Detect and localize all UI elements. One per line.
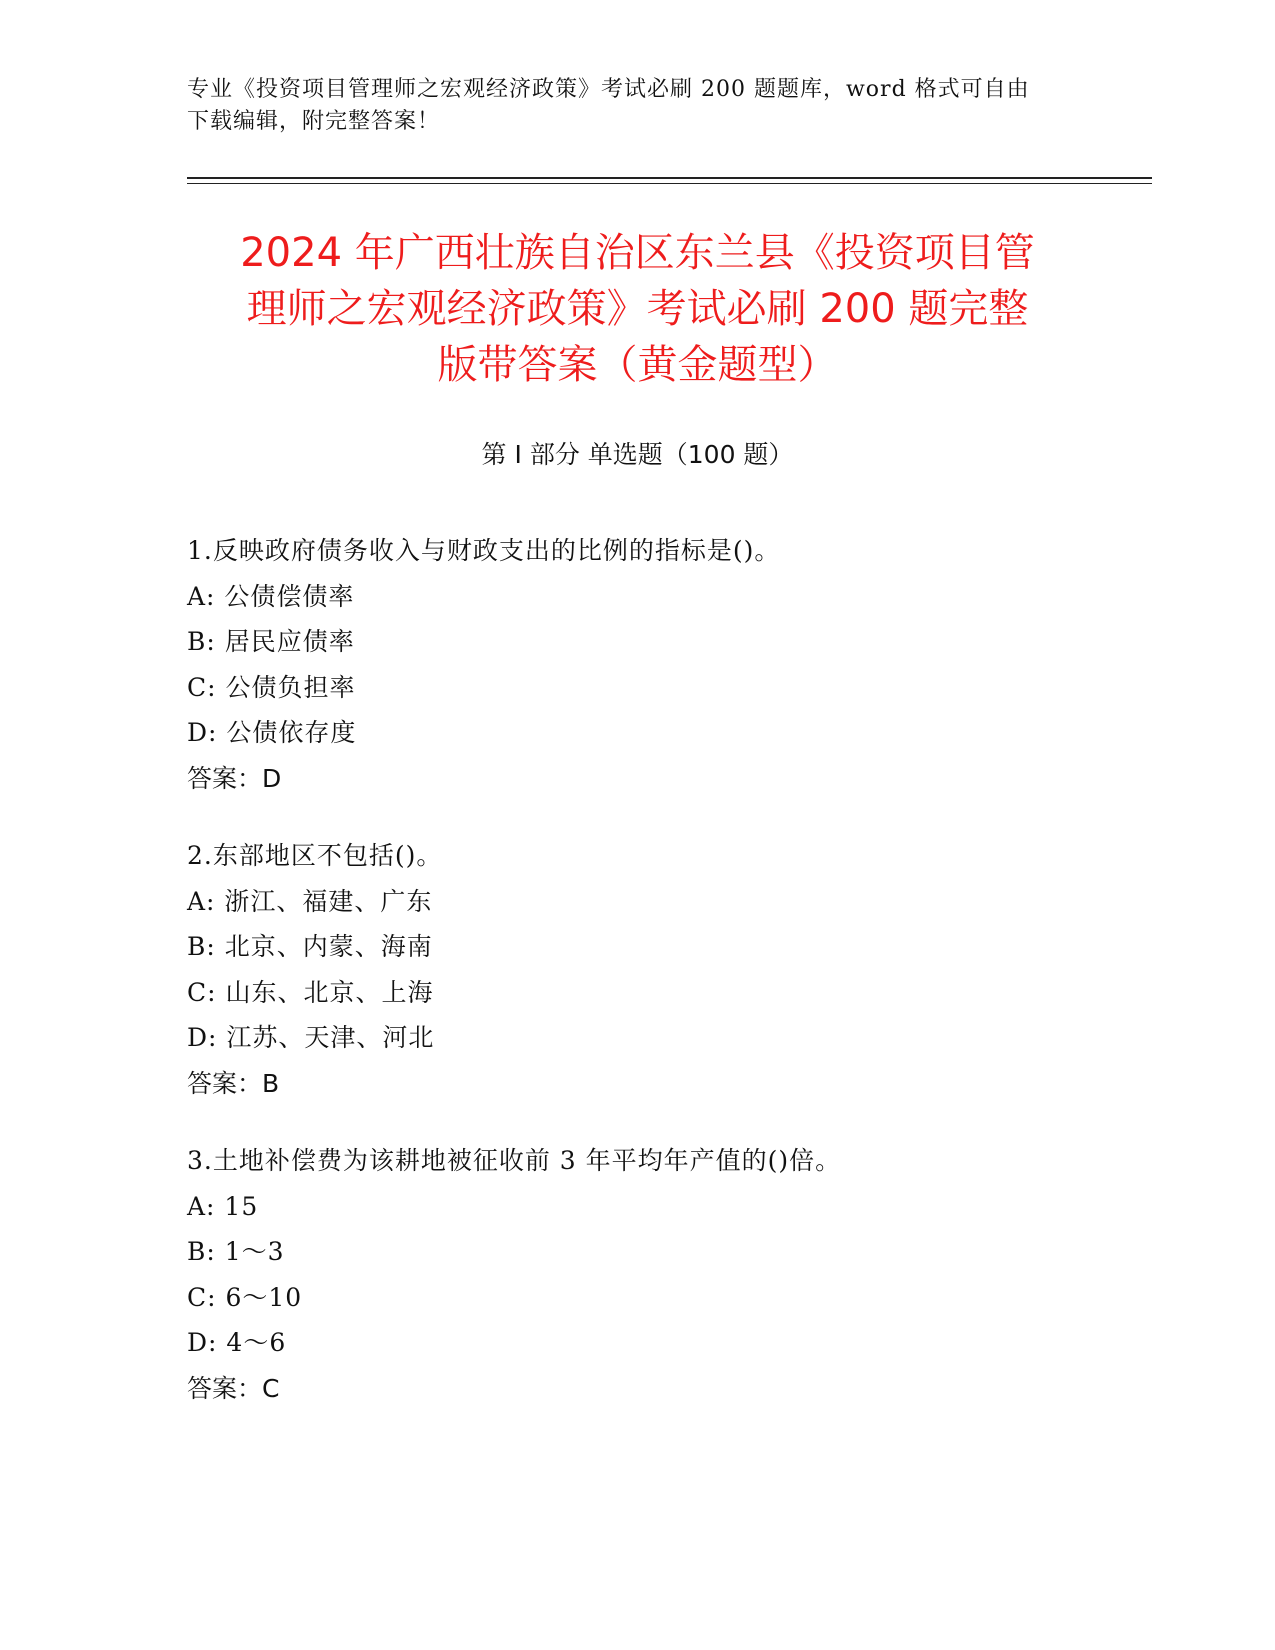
option-d: D: 4～6 [187,1328,287,1357]
option-a: A: 15 [187,1191,259,1221]
document-title [150,225,1125,393]
option-c: C: 公债负担率 [187,672,356,702]
question-stem: 1.反映政府债务收入与财政支出的比例的指标是()。 [187,536,781,565]
title-line: 2024 年广西壮族自治区东兰县《投资项目管 [240,230,1035,276]
question-item [187,1138,1147,1411]
option-b: B: 北京、内蒙、海南 [187,932,433,961]
option-a: A: 浙江、福建、广东 [187,886,433,916]
option-c: C: 6～10 [187,1282,303,1312]
option-d: D: 江苏、天津、河北 [187,1023,435,1052]
header-note-line: 专业《投资项目管理师之宏观经济政策》考试必刷 200 题题库，word 格式可自由 [187,77,1030,102]
question-item [187,833,1147,1106]
section-heading: 第 I 部分 单选题（100 题） [481,440,794,469]
option-c: C: 山东、北京、上海 [187,977,434,1007]
question-stem: 2.东部地区不包括()。 [187,841,443,870]
header-note [187,74,1087,138]
option-b: B: 居民应债率 [187,627,355,656]
title-line: 理师之宏观经济政策》考试必刷 200 题完整 [246,286,1029,332]
answer-line: 答案：B [187,1068,280,1098]
answer-line: 答案：C [187,1373,280,1403]
answer-line: 答案：D [187,763,282,793]
question-stem: 3.土地补偿费为该耕地被征收前 3 年平均年产值的()倍。 [187,1146,842,1175]
option-a: A: 公债偿债率 [187,581,355,611]
option-b: B: 1～3 [187,1237,285,1266]
option-d: D: 公债依存度 [187,718,357,747]
header-note-line: 下载编辑，附完整答案！ [187,109,441,134]
question-item [187,528,1147,801]
header-divider-thick [187,177,1152,179]
question-list [187,528,1147,1443]
title-line: 版带答案（黄金题型） [437,342,838,388]
header-divider-thin [187,183,1152,184]
